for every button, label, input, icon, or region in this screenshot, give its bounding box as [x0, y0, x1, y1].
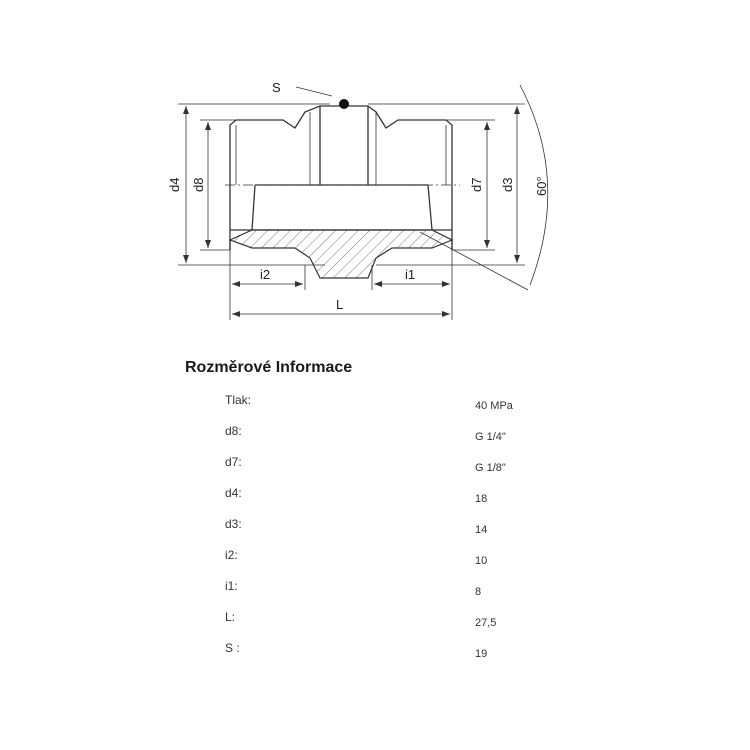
label-i2: i2	[260, 267, 271, 282]
dimension-lines	[178, 85, 548, 320]
spec-label: S :	[225, 641, 240, 655]
spec-label: d3:	[225, 517, 242, 531]
spec-value: 10	[475, 555, 488, 567]
label-l: L	[336, 297, 344, 312]
spec-label: d4:	[225, 486, 242, 500]
spec-value: 27,5	[475, 617, 497, 629]
spec-label: d7:	[225, 455, 242, 469]
label-angle: 60°	[534, 176, 549, 196]
spec-value: 40 MPa	[475, 400, 513, 412]
label-i1: i1	[405, 267, 416, 282]
technical-drawing	[0, 0, 750, 340]
spec-label: d8:	[225, 424, 242, 438]
spec-value: 14	[475, 524, 488, 536]
section-title: Rozměrové Informace	[185, 359, 353, 376]
spec-label: Tlak:	[225, 393, 252, 407]
spec-value: G 1/8"	[475, 462, 506, 474]
spec-label: i2:	[225, 548, 238, 562]
spec-label: L:	[225, 610, 236, 624]
label-d8: d8	[191, 177, 206, 192]
spec-label: i1:	[225, 579, 238, 593]
spec-value: G 1/4"	[475, 431, 506, 443]
label-d7: d7	[469, 177, 484, 192]
dimension-arrows	[183, 106, 520, 317]
label-d4: d4	[167, 177, 182, 192]
s-leader-dot	[339, 99, 349, 109]
fitting-body	[230, 106, 452, 250]
spec-value: 8	[475, 586, 482, 598]
label-d3: d3	[500, 177, 515, 192]
label-s: S	[272, 80, 281, 95]
spec-value: 19	[475, 648, 488, 660]
spec-value: 18	[475, 493, 488, 505]
